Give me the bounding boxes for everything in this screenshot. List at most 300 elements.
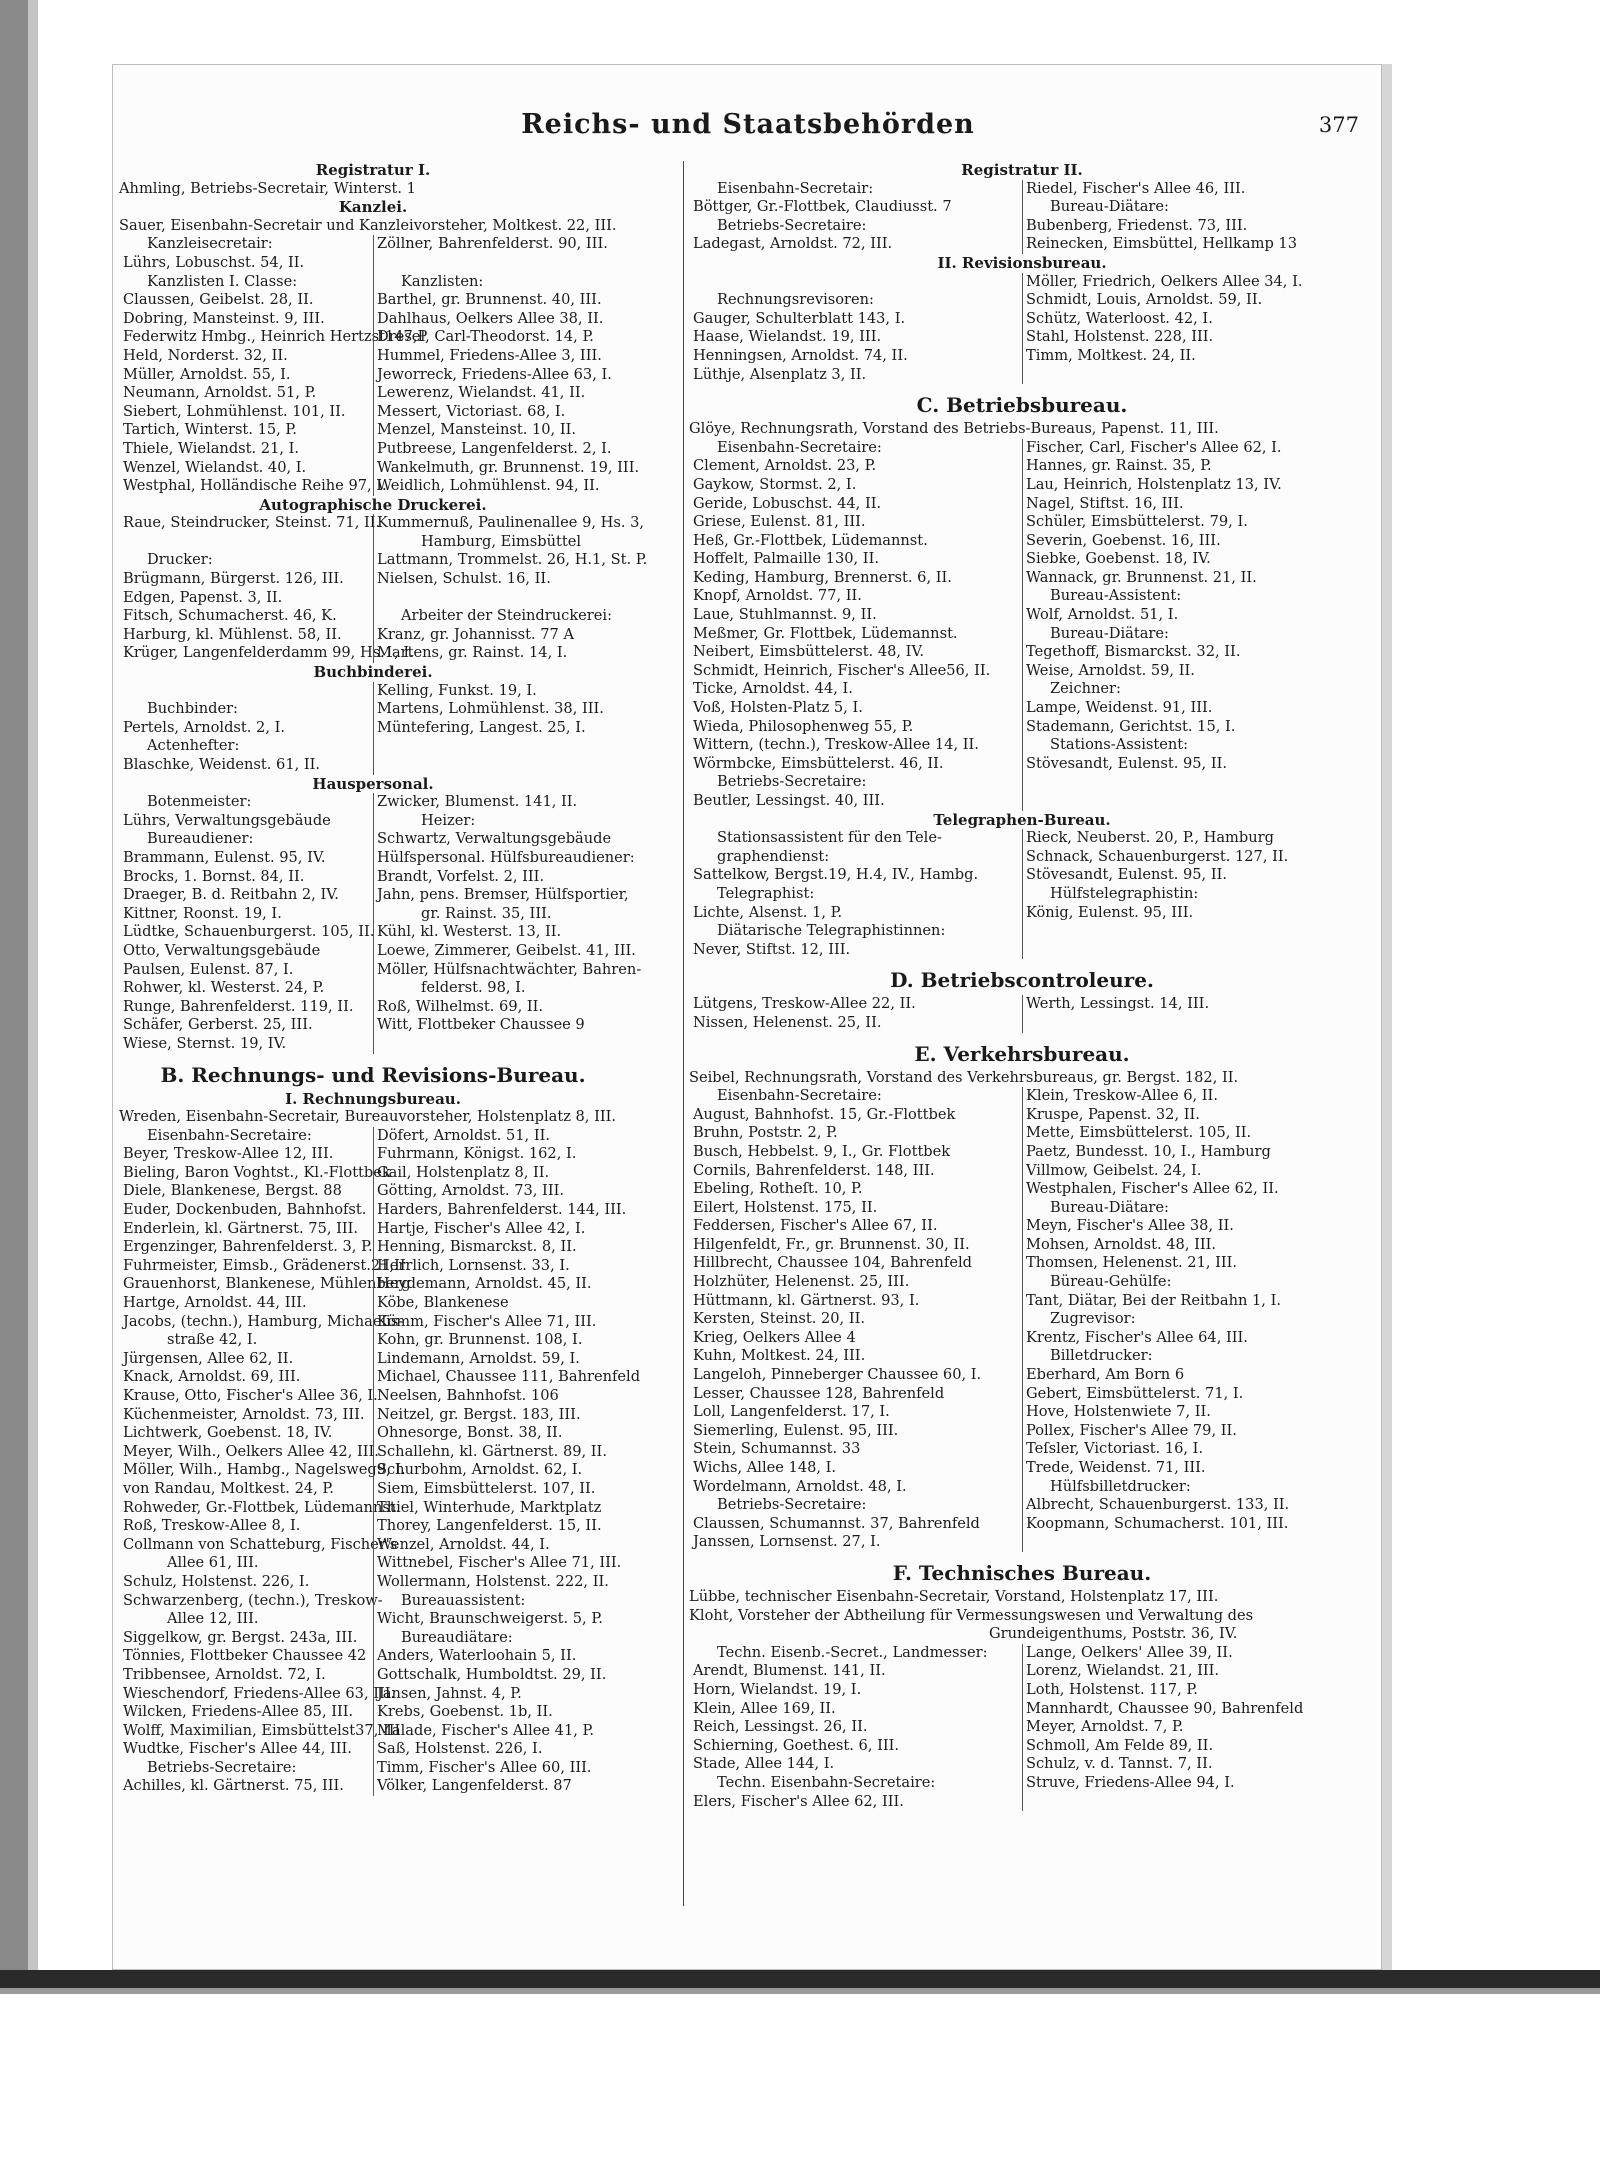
entry-row bbox=[119, 1573, 627, 1592]
entry-right: Köbe, Blankenese bbox=[377, 1294, 509, 1312]
entry-left: Keding, Hamburg, Brennerst. 6, II. bbox=[693, 568, 952, 586]
page-title: Reichs- und Staatsbehörden bbox=[521, 109, 975, 140]
entry-left: Wiese, Sternst. 19, IV. bbox=[123, 1034, 287, 1052]
entry-right: Thiel, Winterhude, Marktplatz bbox=[377, 1498, 602, 1516]
entry-row bbox=[119, 626, 627, 645]
entry-row bbox=[689, 1180, 1355, 1199]
entry-row bbox=[689, 1254, 1355, 1273]
subsection-heading: Kanzlei. bbox=[338, 198, 408, 217]
entry-right: Lewerenz, Wielandst. 41, II. bbox=[377, 384, 586, 402]
subsection-heading: Telegraphen-Bureau. bbox=[933, 810, 1111, 829]
entry-left: Rohwer, kl. Westerst. 24, P. bbox=[123, 979, 325, 997]
entry-row bbox=[689, 904, 1355, 923]
entry-left: Reich, Lessingst. 26, II. bbox=[693, 1718, 868, 1736]
entry-right: Hummel, Friedens-Allee 3, III. bbox=[377, 346, 602, 364]
entry-right bbox=[1022, 1014, 1355, 1033]
entry-right: Kühl, kl. Westerst. 13, II. bbox=[377, 923, 562, 941]
entry-row bbox=[689, 1310, 1355, 1329]
entry-row bbox=[689, 1737, 1355, 1756]
entry-right: Villmow, Geibelst. 24, I. bbox=[1026, 1161, 1202, 1179]
entry-row bbox=[689, 1774, 1355, 1793]
entry-right: Loewe, Zimmerer, Geibelst. 41, III. bbox=[377, 941, 636, 959]
entry-row bbox=[689, 291, 1355, 310]
entry-right: Hülfstelegraphistin: bbox=[1050, 884, 1199, 902]
entry-row bbox=[119, 347, 627, 366]
entry-right: Lorenz, Wielandst. 21, III. bbox=[1026, 1662, 1220, 1680]
entry-left: Cornils, Bahrenfelderst. 148, III. bbox=[693, 1161, 935, 1179]
section-heading: F. Technisches Bureau. bbox=[892, 1560, 1152, 1585]
entry-right: Bureau-Diätare: bbox=[1050, 624, 1169, 642]
entry-left: August, Bahnhofst. 15, Gr.-Flottbek bbox=[693, 1105, 956, 1123]
entry-left: Collmann von Schatteburg, Fischer's bbox=[123, 1535, 398, 1553]
entry-row bbox=[119, 1629, 627, 1648]
entry-right: Roß, Wilhelmst. 69, II. bbox=[377, 997, 544, 1015]
entry-left: Meyer, Wilh., Oelkers Allee 42, III. bbox=[123, 1442, 379, 1460]
entry-left: Euder, Dockenbuden, Bahnhofst. bbox=[123, 1201, 367, 1219]
entry-row bbox=[119, 514, 645, 533]
entry-left: Knack, Arnoldst. 69, III. bbox=[123, 1368, 301, 1386]
entry-row bbox=[119, 1592, 627, 1611]
entry-row bbox=[119, 551, 648, 570]
entry-left: Betriebs-Secretaire: bbox=[717, 1496, 867, 1514]
entry-left: Krause, Otto, Fischer's Allee 36, I. bbox=[123, 1387, 378, 1404]
entry-right: Werth, Lessingst. 14, III. bbox=[1026, 995, 1210, 1013]
entry-left: Fitsch, Schumacherst. 46, K. bbox=[123, 607, 337, 625]
entry-left: Schierning, Goethest. 6, III. bbox=[693, 1736, 900, 1754]
entry-left: Betriebs-Secretaire: bbox=[717, 216, 867, 234]
entry-row bbox=[689, 1162, 1355, 1181]
entry-left: Lührs, Lobuschst. 54, II. bbox=[123, 253, 305, 271]
entry-left: Tönnies, Flottbeker Chaussee 42 bbox=[123, 1647, 367, 1665]
entry-row bbox=[689, 310, 1355, 329]
entry-left: Telegraphist: bbox=[717, 884, 815, 902]
left-column bbox=[119, 161, 648, 1796]
entry-right: Meyn, Fischer's Allee 38, II. bbox=[1026, 1217, 1234, 1235]
entry-right: Schwartz, Verwaltungsgebäude bbox=[377, 830, 612, 848]
entry-right: Witt, Flottbeker Chaussee 9 bbox=[377, 1016, 585, 1034]
entry-right: Severin, Goebenst. 16, III. bbox=[1026, 531, 1221, 549]
entry-right: Wannack, gr. Brunnenst. 21, II. bbox=[1026, 568, 1257, 586]
entry-row bbox=[689, 513, 1355, 532]
entry-right: Michael, Chaussee 111, Bahrenfeld bbox=[377, 1368, 641, 1386]
entry-right: Timm, Fischer's Allee 60, III. bbox=[377, 1758, 592, 1776]
entry-row bbox=[119, 1424, 627, 1443]
entry-right: Arbeiter der Steindruckerei: bbox=[401, 607, 613, 625]
entry-left: Klein, Allee 169, II. bbox=[693, 1699, 836, 1717]
entry-left: Diele, Blankenese, Bergst. 88 bbox=[123, 1182, 342, 1200]
entry-left: Grauenhorst, Blankenese, Mühlenberg bbox=[123, 1275, 411, 1293]
entry-left: Jürgensen, Allee 62, II. bbox=[123, 1349, 294, 1367]
entry-left: Diätarische Telegraphistinnen: bbox=[717, 922, 946, 940]
entry-row bbox=[689, 1422, 1355, 1441]
entry-row bbox=[119, 1350, 627, 1369]
entry-row bbox=[689, 1124, 1355, 1143]
entry-line: Seibel, Rechnungsrath, Vorstand des Verkehrsbureaus, gr. Bergst. 182, II. bbox=[689, 1068, 1239, 1086]
entry-right: Jansen, Jahnst. 4, P. bbox=[377, 1684, 522, 1702]
entry-row bbox=[689, 662, 1355, 681]
entry-right: Bubenberg, Friedenst. 73, III. bbox=[1026, 216, 1248, 234]
entry-left: Never, Stiftst. 12, III. bbox=[693, 940, 851, 958]
entry-right: Stations-Assistent: bbox=[1050, 736, 1189, 754]
entry-left: Böttger, Gr.-Flottbek, Claudiusst. 7 bbox=[693, 198, 952, 216]
entry-row bbox=[119, 998, 627, 1017]
entry-left: Beutler, Lessingst. 40, III. bbox=[693, 792, 885, 809]
entry-left bbox=[119, 682, 373, 701]
entry-right: Bureau-Diätare: bbox=[1050, 198, 1169, 216]
entry-left: Kittner, Roonst. 19, I. bbox=[123, 904, 282, 922]
page-number: 377 bbox=[1318, 113, 1359, 137]
subsection-heading: II. Revisionsbureau. bbox=[937, 253, 1107, 272]
entry-row bbox=[689, 1662, 1355, 1681]
entry-left: Neumann, Arnoldst. 51, P. bbox=[123, 384, 317, 402]
entry-right bbox=[1022, 941, 1355, 960]
entry-right: König, Eulenst. 95, III. bbox=[1026, 903, 1194, 921]
entry-right: Hülfspersonal. Hülfsbureaudiener: bbox=[377, 848, 635, 866]
entry-row bbox=[119, 1201, 627, 1220]
entry-row bbox=[119, 607, 627, 626]
entry-left: Gauger, Schulterblatt 143, I. bbox=[693, 309, 906, 327]
entry-left: Wudtke, Fischer's Allee 44, III. bbox=[123, 1740, 352, 1758]
entry-row bbox=[689, 1459, 1355, 1478]
entry-right: Müntefering, Langest. 25, I. bbox=[377, 718, 586, 736]
entry-right: Heizer: bbox=[421, 811, 476, 829]
entry-row bbox=[119, 254, 627, 273]
entry-left: Kanzleisecretair: bbox=[147, 235, 273, 253]
entry-row bbox=[119, 458, 640, 478]
entry-right: Schallehn, kl. Gärtnerst. 89, II. bbox=[377, 1442, 607, 1460]
entry-right: Lampe, Weidenst. 91, III. bbox=[1026, 699, 1213, 717]
entry-row bbox=[119, 812, 627, 831]
entry-row bbox=[689, 347, 1355, 366]
entry-right: Kanzlisten: bbox=[401, 272, 484, 290]
entry-left: Nissen, Helenenst. 25, II. bbox=[693, 1013, 882, 1031]
entry-row bbox=[119, 291, 627, 310]
entry-right: Messert, Victoriast. 68, I. bbox=[377, 402, 566, 420]
entry-left: Eisenbahn-Secretaire: bbox=[147, 1126, 312, 1144]
entry-left: Lesser, Chaussee 128, Bahrenfeld bbox=[693, 1384, 945, 1402]
entry-row bbox=[689, 1366, 1355, 1385]
entry-left: Fuhrmeister, Eimsb., Grädenerst.21,II bbox=[123, 1256, 406, 1274]
entry-row bbox=[119, 830, 627, 849]
entry-row bbox=[119, 1759, 627, 1778]
entry-left: Janssen, Lornsenst. 27, I. bbox=[693, 1533, 881, 1551]
entry-row bbox=[119, 1517, 627, 1536]
entry-right: Zeichner: bbox=[1050, 680, 1121, 698]
entry-right: Saß, Holstenst. 226, I. bbox=[377, 1740, 543, 1758]
entry-row bbox=[689, 1014, 1355, 1033]
entry-right: Schulz, v. d. Tannst. 7, II. bbox=[1026, 1755, 1213, 1773]
entry-left: Wichs, Allee 148, I. bbox=[693, 1459, 837, 1476]
entry-left: Schmidt, Heinrich, Fischer's Allee56, II. bbox=[693, 661, 991, 679]
entry-row bbox=[689, 1755, 1355, 1774]
entry-left: Drucker: bbox=[147, 551, 213, 569]
entry-left: Ticke, Arnoldst. 44, I. bbox=[693, 680, 853, 698]
entry-row bbox=[689, 180, 1355, 199]
entry-row bbox=[689, 866, 1355, 885]
entry-row bbox=[689, 1236, 1355, 1255]
entry-right: Thomsen, Helenenst. 21, III. bbox=[1026, 1254, 1238, 1272]
entry-left: Siebert, Lohmühlenst. 101, II. bbox=[123, 402, 346, 420]
entry-row bbox=[119, 1443, 627, 1462]
entry-right bbox=[373, 737, 627, 756]
entry-right: Klein, Treskow-Allee 6, II. bbox=[1026, 1087, 1218, 1105]
entry-line: Sauer, Eisenbahn-Secretair und Kanzleivorsteher, Moltkest. 22, III. bbox=[119, 216, 617, 234]
entry-left: Krieg, Oelkers Allee 4 bbox=[693, 1328, 856, 1346]
entry-left: Ladegast, Arnoldst. 72, III. bbox=[693, 235, 893, 253]
entry-right: Eberhard, Am Born 6 bbox=[1026, 1366, 1185, 1384]
entry-right bbox=[1022, 792, 1355, 811]
entry-row bbox=[689, 235, 1355, 254]
entry-right: Zugrevisor: bbox=[1050, 1310, 1136, 1328]
entry-left: Raue, Steindrucker, Steinst. 71, II. bbox=[123, 514, 381, 532]
entry-row bbox=[689, 1385, 1355, 1404]
entry-row bbox=[689, 1273, 1355, 1292]
entry-right: Schurbohm, Arnoldst. 62, I. bbox=[377, 1461, 583, 1479]
entry-left: Schulz, Holstenst. 226, I. bbox=[123, 1572, 310, 1590]
entry-row bbox=[119, 848, 635, 868]
entry-left: Krüger, Langenfelderdamm 99, Hs.1, I. bbox=[123, 644, 414, 662]
entry-row bbox=[689, 680, 1355, 699]
entry-row bbox=[689, 606, 1355, 625]
entry-row bbox=[689, 550, 1355, 569]
entry-right bbox=[373, 756, 627, 775]
entry-left: Eisenbahn-Secretair: bbox=[717, 179, 874, 197]
entry-left: Stein, Schumannst. 33 bbox=[693, 1440, 861, 1458]
entry-left: Claussen, Geibelst. 28, II. bbox=[123, 291, 314, 309]
entry-right: Kohn, gr. Brunnenst. 108, I. bbox=[377, 1331, 583, 1349]
entry-right: Rieck, Neuberst. 20, P., Hamburg bbox=[1026, 829, 1274, 847]
entry-left: Hilgenfeldt, Fr., gr. Brunnenst. 30, II. bbox=[693, 1235, 970, 1253]
entry-row bbox=[689, 885, 1355, 904]
entry-right: Nielsen, Schulst. 16, II. bbox=[377, 570, 551, 588]
entry-right: Bureauassistent: bbox=[401, 1591, 526, 1609]
entry-row bbox=[119, 1777, 627, 1796]
entry-right: Hove, Holstenwiete 7, II. bbox=[1026, 1403, 1211, 1421]
subsection-heading: I. Rechnungsbureau. bbox=[285, 1089, 461, 1108]
entry-row bbox=[689, 755, 1355, 774]
entry-right: felderst. 98, I. bbox=[421, 979, 526, 997]
entry-line: Ahmling, Betriebs-Secretair, Winterst. 1 bbox=[119, 179, 416, 197]
section-heading: C. Betriebsbureau. bbox=[916, 393, 1128, 418]
entry-row bbox=[119, 1220, 627, 1239]
entry-row bbox=[119, 1387, 627, 1406]
entry-left: Roß, Treskow-Allee 8, I. bbox=[123, 1517, 301, 1535]
entry-row bbox=[119, 1536, 627, 1555]
entry-right: Timm, Moltkest. 24, II. bbox=[1026, 346, 1196, 364]
entry-line: Lübbe, technischer Eisenbahn-Secretair, Vorstand, Holstenplatz 17, III. bbox=[689, 1587, 1219, 1605]
entry-left: Eisenbahn-Secretaire: bbox=[717, 1087, 882, 1105]
entry-row bbox=[689, 848, 1355, 867]
entry-row bbox=[119, 589, 627, 608]
entry-left: Ergenzinger, Bahrenfelderst. 3, P. bbox=[123, 1238, 373, 1256]
entry-row bbox=[119, 1685, 627, 1704]
entry-right: Jahn, pens. Bremser, Hülfsportier, bbox=[377, 886, 629, 904]
entry-right: Götting, Arnoldst. 73, III. bbox=[377, 1182, 564, 1200]
entry-right: Westphalen, Fischer's Allee 62, II. bbox=[1026, 1180, 1279, 1198]
entry-row bbox=[119, 1145, 627, 1164]
entry-left: Wenzel, Wielandst. 40, I. bbox=[123, 458, 307, 476]
entry-row bbox=[119, 1610, 627, 1629]
entry-left: Paulsen, Eulenst. 87, I. bbox=[123, 960, 294, 978]
entry-left: Clement, Arnoldst. 23, P. bbox=[693, 457, 877, 475]
entry-line: Glöye, Rechnungsrath, Vorstand des Betriebs-Bureaus, Papenst. 11, III. bbox=[689, 420, 1219, 438]
section-heading: E. Verkehrsbureau. bbox=[914, 1041, 1130, 1066]
entry-right: Schmoll, Am Felde 89, II. bbox=[1026, 1736, 1214, 1754]
entry-row bbox=[119, 700, 627, 719]
entry-left: Bruhn, Poststr. 2, P. bbox=[693, 1124, 838, 1142]
entry-left: Dobring, Mansteinst. 9, III. bbox=[123, 309, 325, 327]
entry-right: Martens, Lohmühlenst. 38, III. bbox=[377, 700, 604, 718]
entry-row bbox=[119, 1035, 627, 1054]
entry-left: Hartge, Arnoldst. 44, III. bbox=[123, 1294, 307, 1312]
entry-row bbox=[689, 1329, 1355, 1348]
entry-row bbox=[689, 1718, 1355, 1737]
entry-row bbox=[689, 643, 1355, 662]
entry-left bbox=[689, 273, 1022, 292]
entry-right: Stademann, Gerichtst. 15, I. bbox=[1026, 717, 1236, 735]
entry-right: Neelsen, Bahnhofst. 106 bbox=[377, 1387, 559, 1404]
entry-right: Loth, Holstenst. 117, P. bbox=[1026, 1680, 1198, 1698]
entry-right bbox=[373, 1035, 627, 1054]
entry-left: Betriebs-Secretaire: bbox=[717, 773, 867, 791]
entry-row bbox=[119, 533, 627, 552]
subsection-heading: Hauspersonal. bbox=[312, 774, 434, 793]
entry-right: Schütz, Waterloost. 42, I. bbox=[1026, 309, 1213, 327]
entry-right: Riedel, Fischer's Allee 46, III. bbox=[1026, 179, 1246, 197]
entry-left: Brocks, 1. Bornst. 84, II. bbox=[123, 867, 305, 885]
entry-left: Allee 61, III. bbox=[167, 1554, 259, 1572]
entry-row bbox=[119, 756, 627, 775]
entry-right: Teſsler, Victoriast. 16, I. bbox=[1026, 1440, 1204, 1458]
entry-right: Schmidt, Louis, Arnoldst. 59, II. bbox=[1026, 291, 1263, 309]
entry-right: Gebert, Eimsbüttelerst. 71, I. bbox=[1026, 1384, 1244, 1402]
entry-right: Mannhardt, Chaussee 90, Bahrenfeld bbox=[1026, 1699, 1304, 1717]
entry-right bbox=[1022, 1793, 1355, 1812]
entry-row bbox=[119, 1554, 627, 1573]
entry-left: Arendt, Blumenst. 141, II. bbox=[693, 1662, 886, 1680]
entry-row bbox=[689, 625, 1355, 644]
entry-right: Stahl, Holstenst. 228, III. bbox=[1026, 328, 1214, 346]
entry-left: Tribbensee, Arnoldst. 72, I. bbox=[123, 1665, 326, 1683]
entry-row bbox=[119, 644, 627, 663]
entry-left: Lichte, Alsenst. 1, P. bbox=[693, 903, 843, 921]
entry-right: Kummernuß, Paulinenallee 9, Hs. 3, bbox=[377, 514, 645, 532]
entry-row bbox=[689, 1217, 1355, 1236]
entry-left: Hüttmann, kl. Gärtnerst. 93, I. bbox=[693, 1291, 920, 1309]
entry-left: Meßmer, Gr. Flottbek, Lüdemannst. bbox=[693, 624, 958, 642]
entry-row bbox=[689, 718, 1355, 737]
entry-row bbox=[119, 960, 642, 980]
entry-right: Gottschalk, Humboldtst. 29, II. bbox=[377, 1665, 607, 1683]
entry-left: Wittern, (techn.), Treskow-Allee 14, II. bbox=[693, 736, 979, 754]
entry-right: Zöllner, Bahrenfelderst. 90, III. bbox=[377, 235, 608, 253]
entry-left: graphendienst: bbox=[717, 847, 830, 865]
entry-row bbox=[119, 366, 627, 385]
entry-right bbox=[1022, 366, 1355, 385]
entry-left: Wordelmann, Arnoldst. 48, I. bbox=[693, 1477, 907, 1495]
entry-left: von Randau, Moltkest. 24, P. bbox=[123, 1479, 334, 1497]
entry-right: Möller, Friedrich, Oelkers Allee 34, I. bbox=[1026, 272, 1303, 290]
entry-right: Mette, Eimsbüttelerst. 105, II. bbox=[1026, 1124, 1252, 1142]
entry-right: Meyer, Arnoldst. 7, P. bbox=[1026, 1718, 1184, 1736]
document-page bbox=[112, 64, 1382, 1970]
column-divider bbox=[683, 161, 684, 1906]
entry-row bbox=[119, 1238, 627, 1257]
entry-left: Federwitz Hmbg., Heinrich Hertzst147,P bbox=[123, 328, 428, 346]
entry-right: Brandt, Vorfelst. 2, III. bbox=[377, 867, 545, 885]
entry-row bbox=[689, 1793, 1355, 1812]
entry-row bbox=[689, 1347, 1355, 1366]
entry-row bbox=[119, 1127, 627, 1146]
entry-left: Actenhefter: bbox=[147, 737, 240, 755]
entry-row bbox=[119, 403, 627, 422]
entry-row bbox=[689, 457, 1355, 476]
entry-left: Henningsen, Arnoldst. 74, II. bbox=[693, 346, 908, 364]
entry-left: Heß, Gr.-Flottbek, Lüdemannst. bbox=[693, 531, 928, 549]
entry-row bbox=[119, 477, 627, 496]
entry-left: Rohweder, Gr.-Flottbek, Lüdemannst. bbox=[123, 1498, 401, 1516]
entry-row bbox=[689, 587, 1355, 606]
entry-right bbox=[1022, 922, 1355, 941]
entry-right: Putbreese, Langenfelderst. 2, I. bbox=[377, 439, 612, 457]
entry-right: Lange, Oelkers' Allee 39, II. bbox=[1026, 1643, 1233, 1661]
entry-left: Haase, Wielandst. 19, III. bbox=[693, 328, 882, 346]
entry-right: Martens, gr. Rainst. 14, I. bbox=[377, 644, 568, 662]
entry-left: Lüthje, Alsenplatz 3, II. bbox=[693, 365, 867, 383]
entry-right: Menzel, Mansteinst. 10, II. bbox=[377, 421, 576, 439]
entry-left: Hillbrecht, Chaussee 104, Bahrenfeld bbox=[693, 1254, 972, 1272]
entry-row bbox=[119, 868, 627, 887]
entry-row bbox=[119, 737, 627, 756]
entry-left bbox=[119, 533, 373, 552]
entry-left: Griese, Eulenst. 81, III. bbox=[693, 513, 866, 531]
entry-row bbox=[119, 1647, 627, 1666]
entry-left: Achilles, kl. Gärtnerst. 75, III. bbox=[123, 1777, 344, 1795]
entry-left: Claussen, Schumannst. 37, Bahrenfeld bbox=[693, 1514, 980, 1532]
entry-left: Brammann, Eulenst. 95, IV. bbox=[123, 848, 326, 866]
entry-right: Wollermann, Holstenst. 222, II. bbox=[377, 1572, 609, 1590]
entry-row bbox=[119, 1182, 627, 1201]
entry-row bbox=[689, 273, 1355, 292]
entry-row bbox=[119, 1666, 627, 1685]
entry-row bbox=[689, 366, 1355, 385]
entry-left: Harburg, kl. Mühlenst. 58, II. bbox=[123, 625, 342, 643]
entry-left: Bureaudiener: bbox=[147, 830, 254, 848]
subsection-heading: Autographische Druckerei. bbox=[259, 495, 487, 514]
entry-line: Wreden, Eisenbahn-Secretair, Bureauvorsteher, Holstenplatz 8, III. bbox=[119, 1108, 617, 1126]
entry-row bbox=[119, 235, 627, 254]
entry-row bbox=[119, 682, 627, 701]
entry-right: Mohsen, Arnoldst. 48, III. bbox=[1026, 1235, 1217, 1253]
subsection-heading: Buchbinderei. bbox=[313, 663, 433, 682]
entry-left: Feddersen, Fischer's Allee 67, II. bbox=[693, 1217, 938, 1235]
entry-right: Wittnebel, Fischer's Allee 71, III. bbox=[377, 1554, 622, 1572]
entry-row bbox=[119, 1257, 627, 1276]
entry-left: Pertels, Arnoldst. 2, I. bbox=[123, 718, 286, 736]
entry-row bbox=[689, 328, 1355, 347]
entry-right: Lau, Heinrich, Holstenplatz 13, IV. bbox=[1026, 475, 1282, 493]
entry-row bbox=[119, 1016, 627, 1035]
entry-right: Kelling, Funkst. 19, I. bbox=[377, 681, 537, 699]
section-heading: B. Rechnungs- und Revisions-Bureau. bbox=[160, 1062, 586, 1087]
running-head bbox=[113, 109, 1383, 145]
entry-right: Neitzel, gr. Bergst. 183, III. bbox=[377, 1405, 581, 1423]
entry-right: Anders, Waterloohain 5, II. bbox=[377, 1647, 577, 1665]
entry-row bbox=[119, 1294, 627, 1313]
entry-row bbox=[689, 1087, 1355, 1106]
entry-left: Möller, Wilh., Hambg., Nagelsweg9, I. bbox=[123, 1461, 406, 1479]
entry-right: Dahlhaus, Oelkers Allee 38, II. bbox=[377, 309, 604, 327]
